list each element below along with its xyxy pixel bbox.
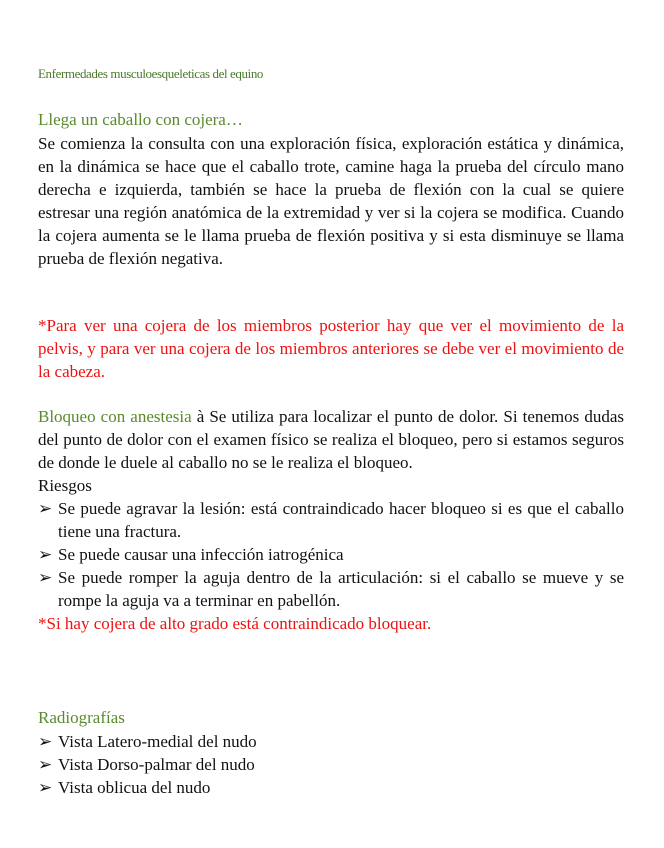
list-item — [38, 730, 624, 753]
list-item-text: Se puede romper la aguja dentro de la articulación: si el caballo se mueve y se rompe la aguja va a terminar en pabellón. — [58, 568, 624, 610]
section-heading-nerve-block: Bloqueo con anestesia — [38, 407, 192, 426]
list-item-text: Se puede causar una infección iatrogénica — [58, 545, 344, 564]
list-item-text: Vista Dorso-palmar del nudo — [58, 755, 255, 774]
bullet-arrow-icon: ➢ — [38, 755, 53, 774]
list-item — [38, 543, 624, 566]
lameness-note: *Para ver una cojera de los miembros posterior hay que ver el movimiento de la pelvis, y para ver una cojera de los miembros anteriores se debe ver el movimiento de la cabeza. — [38, 316, 624, 381]
radiograph-list — [38, 730, 624, 799]
list-item-text: Se puede agravar la lesión: está contraindicado hacer bloqueo si es que el caballo tiene una fractura. — [58, 499, 624, 541]
nerve-block-text: Se utiliza para localizar el punto de dolor. Si tenemos dudas del punto de dolor con el examen físico se realiza el bloqueo, pero si estamos seguros de donde le duele al caballo no se le realiza el bloqueo. — [38, 407, 625, 472]
list-item-text: Vista oblicua del nudo — [58, 778, 211, 797]
list-item — [38, 497, 624, 543]
lameness-paragraph: Se comienza la consulta con una exploración física, exploración estática y dinámica, en la dinámica se hace que el caballo trote, camine haga la prueba del círculo mano derecha e izquierda, también se hace la prueba de flexión con la cual se quiere estresar una región anatómica de la extremidad y ver si la cojera se modifica. Cuando la cojera aumenta se le llama prueba de flexión positiva y si esta disminuye se llama prueba de flexión negativa. — [38, 134, 624, 268]
section-lameness — [38, 108, 624, 270]
bullet-arrow-icon: ➢ — [38, 778, 53, 797]
list-item — [38, 566, 624, 612]
section-radiographs — [38, 706, 624, 799]
risk-list — [38, 497, 624, 612]
list-item — [38, 753, 624, 776]
arrow-glyph: à — [196, 407, 205, 426]
nerve-block-paragraph — [38, 405, 624, 474]
bullet-arrow-icon: ➢ — [38, 568, 53, 587]
bullet-arrow-icon: ➢ — [38, 732, 53, 751]
bullet-arrow-icon: ➢ — [38, 545, 53, 564]
section-nerve-block — [38, 405, 624, 635]
list-item-text: Vista Latero-medial del nudo — [58, 732, 257, 751]
list-item — [38, 776, 624, 799]
risks-label: Riesgos — [38, 476, 92, 495]
document-title: Enfermedades musculoesqueleticas del equino — [38, 66, 264, 81]
section-heading-radiographs: Radiografías — [38, 708, 125, 727]
bullet-arrow-icon: ➢ — [38, 499, 53, 518]
nerve-block-note: *Si hay cojera de alto grado está contraindicado bloquear. — [38, 614, 432, 633]
section-heading-lameness: Llega un caballo con cojera… — [38, 110, 243, 129]
